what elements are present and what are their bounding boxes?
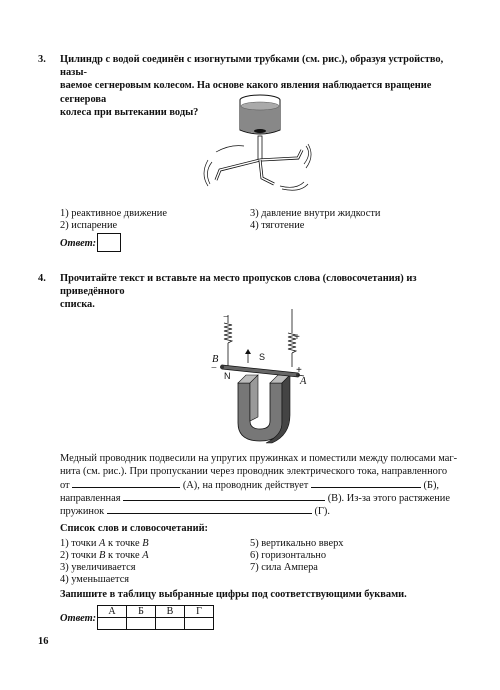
answer-cell-a[interactable]	[98, 618, 127, 630]
answer-table-input-row	[98, 618, 214, 630]
q3-text-line: ваемое сегнеровым колесом. На основе какого явления наблюдается вращение сегнерова	[60, 80, 432, 105]
q4-number: 4.	[38, 273, 46, 284]
answer-table-header: Г	[185, 606, 214, 618]
word-list-title: Список слов и словосочетаний:	[60, 523, 209, 534]
q4-paragraph	[60, 452, 475, 517]
q4-intro-line: Прочитайте текст и вставьте на место пропусков слова (словосочетания) из приведённого	[60, 273, 417, 298]
figure-label-B: B	[212, 354, 219, 365]
word-list-point: B	[142, 538, 149, 549]
blank-g[interactable]	[107, 504, 312, 514]
blank-a[interactable]	[72, 478, 180, 488]
q4-para-line: Медный проводник подвесили на упругих пружинках и поместили между полюсами маг-	[60, 453, 458, 464]
answer-table-header: Б	[127, 606, 156, 618]
word-list-item-3: 3) увеличивается	[60, 562, 136, 573]
word-list-item-4: 4) уменьшается	[60, 574, 130, 585]
figure-label-minus-left: −	[211, 363, 217, 374]
para-text: (Б),	[423, 480, 440, 491]
q4-para-line	[60, 491, 475, 504]
answer-table-header: А	[98, 606, 127, 618]
q4-answer-label: Ответ:	[60, 613, 97, 624]
word-list-item-5: 5) вертикально вверх	[250, 538, 344, 549]
figure-label-plus-bottom: +	[296, 365, 302, 376]
q4-intro-line: списка.	[60, 299, 95, 311]
q3-option-3: 3) давление внутри жидкости	[250, 208, 381, 219]
para-text: направленная	[60, 493, 121, 504]
q4-answer-table	[97, 605, 214, 630]
q3-text-line: Цилиндр с водой соединён с изогнутыми трубками (см. рис.), образуя устройство, назы-	[60, 54, 444, 79]
para-text: пружинок	[60, 506, 105, 517]
answer-cell-g[interactable]	[185, 618, 214, 630]
word-list-text: к точке	[105, 538, 143, 549]
para-text: от	[60, 480, 70, 491]
para-text: (Г).	[314, 506, 330, 517]
q4-para-line: нита (см. рис.). При пропускании через проводник электрического тока, направленного	[60, 466, 448, 477]
answer-table-header-row	[98, 606, 214, 618]
q4-para-line	[60, 478, 475, 491]
blank-v[interactable]	[123, 491, 325, 501]
page-number: 16	[38, 636, 49, 647]
word-list-point: A	[142, 550, 149, 561]
figure-label-N: N	[224, 371, 231, 381]
word-list-text: 1) точки	[60, 538, 100, 549]
answer-cell-b[interactable]	[127, 618, 156, 630]
q3-option-4: 4) тяготение	[250, 220, 305, 231]
figure-label-plus-top: +	[294, 332, 300, 343]
segner-wheel-figure	[200, 92, 315, 202]
figure-label-A: A	[300, 376, 307, 387]
word-list-item-7: 7) сила Ампера	[250, 562, 318, 573]
blank-b[interactable]	[311, 478, 421, 488]
q4-instruction: Запишите в таблицу выбранные цифры под соответствующими буквами.	[60, 589, 407, 600]
q3-answer-label: Ответ:	[60, 238, 97, 249]
para-text: (В). Из-за этого растяжение	[327, 493, 450, 504]
answer-table-header: В	[156, 606, 185, 618]
word-list-text: 2) точки	[60, 550, 100, 561]
q3-answer-box[interactable]	[97, 233, 121, 252]
q3-option-2: 2) испарение	[60, 220, 118, 231]
q4-para-line	[60, 504, 475, 517]
word-list-point: B	[99, 550, 106, 561]
q3-text-line: колеса при вытекании воды?	[60, 106, 199, 118]
figure-label-minus-top: −	[223, 312, 229, 323]
q3-number: 3.	[38, 54, 46, 65]
word-list-point: A	[99, 538, 106, 549]
para-text: (А), на проводник действует	[182, 480, 309, 491]
word-list-text: к точке	[105, 550, 143, 561]
q3-option-1: 1) реактивное движение	[60, 208, 167, 219]
word-list-item-6: 6) горизонтально	[250, 550, 327, 561]
answer-cell-v[interactable]	[156, 618, 185, 630]
figure-label-S: S	[259, 352, 266, 362]
